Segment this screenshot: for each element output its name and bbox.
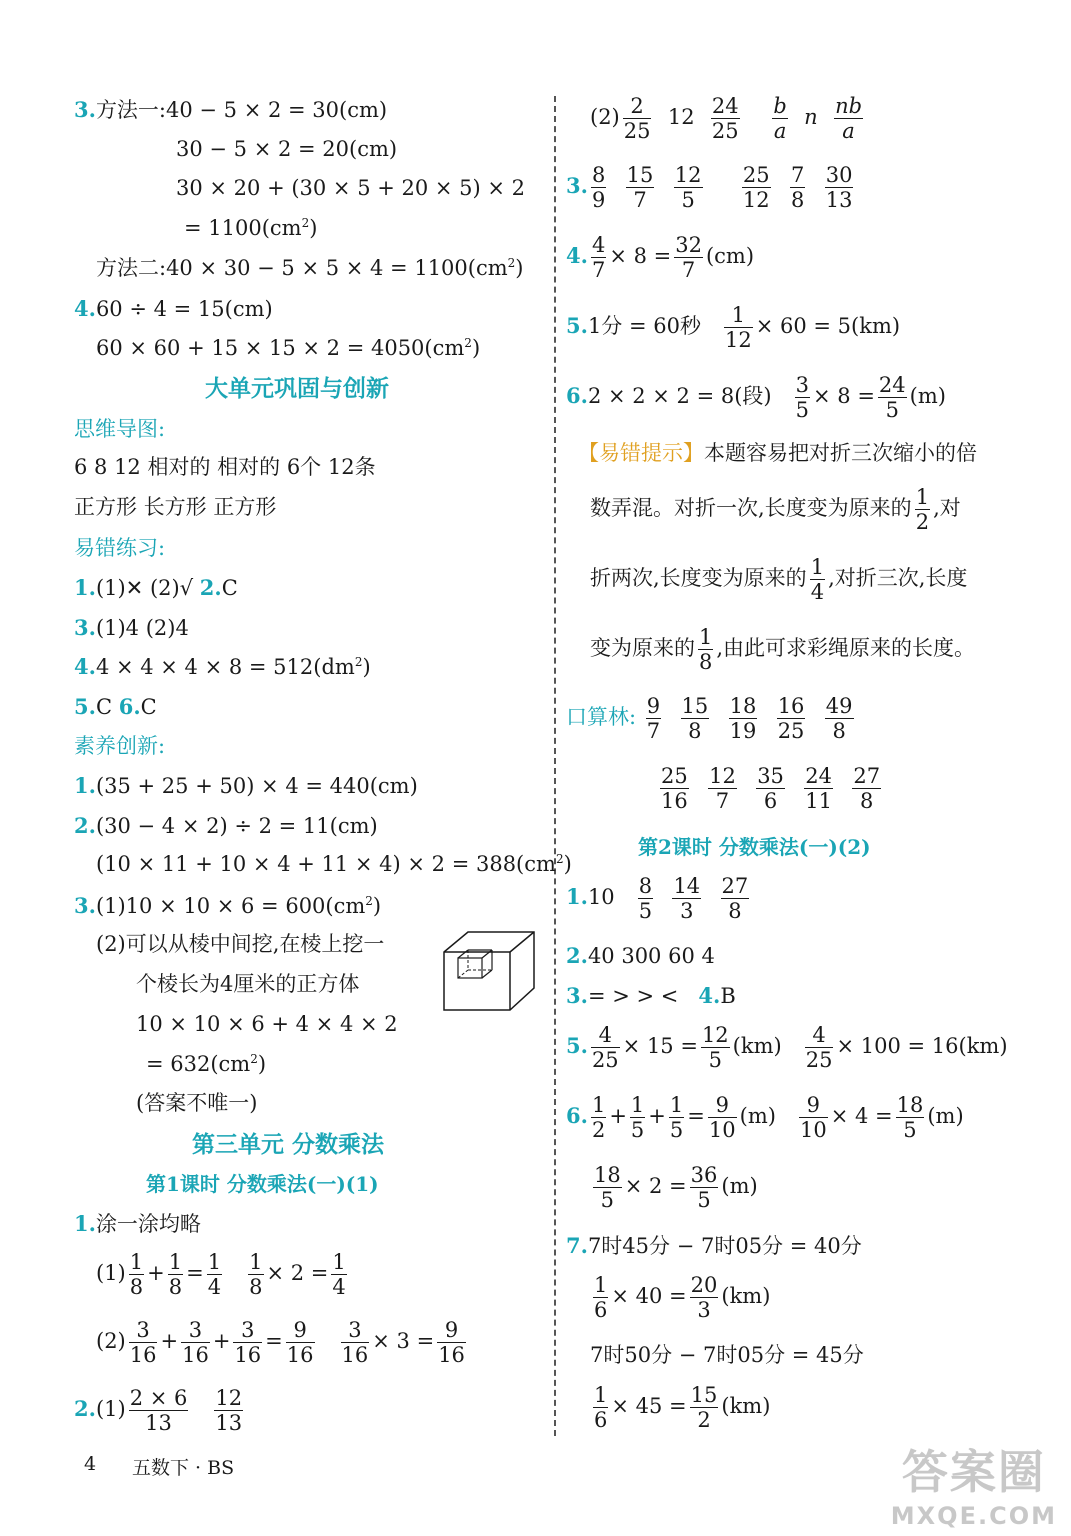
b-q1: 1.10 $\frac{8}{5}$ $\frac{14}{3}$ $\frac{27}{8}$ — [566, 874, 749, 924]
mind-map-label: 思维导图: — [74, 417, 166, 441]
literacy-q3b-5: (答案不唯一) — [136, 1091, 258, 1115]
r-q3-fractions: 3. $\frac{8}{9}$ $\frac{15}{7}$ $\frac{12}{5}$ $\frac{25}{12}$ $\frac{7}{8}$ $\frac{30}{13}$ — [566, 163, 853, 213]
b-q7d: $\frac{1}{6}$ × 45 = $\frac{15}{2}$ (km) — [594, 1383, 771, 1433]
watermark-text: 答案圈 — [901, 1445, 1046, 1499]
literacy-q2: 2.(30 − 4 × 2) ÷ 2 = 11(cm) — [74, 813, 378, 838]
lesson1-q1-part2: (2) $\frac{3}{16}$ + $\frac{3}{16}$ + $\frac{3}{16}$ = $\frac{9}{16}$ $\frac{3}{16}$ × 3 = $\frac{9}{16}$ — [96, 1318, 465, 1368]
r-q5: 5.1分 = 60秒 $\frac{1}{12}$ × 60 = 5(km) — [566, 303, 901, 353]
watermark-logo — [891, 1436, 1057, 1530]
b-q7c: 7时50分 − 7时05分 = 45分 — [590, 1343, 864, 1367]
oral-calc-row2: $\frac{25}{16}$ $\frac{12}{7}$ $\frac{35}{6}$ $\frac{24}{11}$ $\frac{27}{8}$ — [661, 764, 881, 814]
column-divider — [554, 96, 556, 1436]
tip-line4: 变为原来的 $\frac{1}{8}$ ,由此可求彩绳原来的长度。 — [590, 625, 976, 675]
literacy-q1: 1.(35 + 25 + 50) × 4 = 440(cm) — [74, 773, 418, 798]
q3-method1-line4: = $1100(cm^2)$ — [184, 216, 318, 240]
b-q6b: $\frac{18}{5}$ × 2 = $\frac{36}{5}$ (m) — [594, 1163, 758, 1213]
q3-method1-line3: 30 × 20 + (30 × 5 + 20 × 5) × 2 — [176, 176, 526, 200]
literacy-q3b-3: 10 × 10 × 6 + 4 × 4 × 2 — [136, 1012, 398, 1036]
tip-line2: 数弄混。对折一次,长度变为原来的 $\frac{1}{2}$ ,对 — [590, 485, 961, 535]
error-q4: $4.4 \times 4 \times 4 \times 8 = 512(dm^2)$ — [74, 654, 371, 679]
watermark-url: MXQE.COM — [890, 1502, 1057, 1530]
q3-method1-line2: 30 − 5 × 2 = 20(cm) — [176, 137, 398, 161]
q3-method2: 方法二:40 × $30 - 5 \times 5 \times 4 = 1100(cm^2)$ — [96, 256, 524, 280]
lesson1-q1-part1: (1) $\frac{1}{8}$ + $\frac{1}{8}$ = $\frac{1}{4}$ $\frac{1}{8}$ × 2 = $\frac{1}{4}$ — [96, 1250, 346, 1300]
mind-map-answers-1: 6 8 12 相对的 相对的 6个 12条 — [74, 455, 376, 479]
book-code: 五数下 · BS — [132, 1457, 235, 1479]
lesson2-title: 第2课时 分数乘法(一)(2) — [638, 835, 871, 859]
literacy-q3b-4: = $632(cm^2)$ — [146, 1052, 267, 1076]
literacy-q3b-1: (2)可以从棱中间挖,在棱上挖一 — [96, 932, 385, 956]
tip-line3: 折两次,长度变为原来的 $\frac{1}{4}$ ,对折三次,长度 — [590, 555, 968, 605]
r-q2-fractions: (2) $\frac{2}{25}$ 12 $\frac{24}{25}$ $\frac{b}{a}$ n $\frac{nb}{a}$ — [590, 94, 863, 144]
lesson1-title: 第1课时 分数乘法(一)(1) — [146, 1172, 379, 1196]
mind-map-answers-2: 正方形 长方形 正方形 — [74, 495, 277, 519]
error-q3: 3.(1)4 (2)4 — [74, 615, 189, 640]
r-q6: 6.2 × 2 × 2 = 8(段) $\frac{3}{5}$ × 8 = $\frac{24}{5}$ (m) — [566, 373, 946, 423]
error-q5-q6: 5.C 6.C — [74, 694, 157, 719]
tip-line1: 【易错提示】本题容易把对折三次缩小的倍 — [578, 441, 977, 465]
literacy-innovation-label: 素养创新: — [74, 734, 166, 758]
literacy-q2b: $(10 \times 11 + 10 \times 4 + 11 \times 4) \times 2 = 388(cm^2)$ — [96, 852, 572, 876]
r-q4: 4. $\frac{4}{7}$ × 8 = $\frac{32}{7}$ (cm) — [566, 233, 755, 283]
b-q2: 2.40 300 60 4 — [566, 943, 715, 968]
b-q3-q4: 3.= > > < 4.B — [566, 983, 736, 1008]
unit-review-title: 大单元巩固与创新 — [205, 375, 389, 402]
oral-calc-row1: 口算林: $\frac{9}{7}$ $\frac{15}{8}$ $\frac{18}{19}$ $\frac{16}{25}$ $\frac{49}{8}$ — [566, 694, 853, 744]
q3-method1-line1: 3.方法一:40 − 5 × 2 = 30(cm) — [74, 97, 388, 122]
error-q1-q2: 1.(1)✕ (2)√ 2.C — [74, 575, 238, 600]
literacy-q3b-2: 个棱长为4厘米的正方体 — [136, 972, 360, 996]
q4-line2: $60 \times 60 + 15 \times 15 \times 2 = 4050(cm^2)$ — [96, 336, 481, 360]
b-q5: 5. $\frac{4}{25}$ × 15 = $\frac{12}{5}$ (km) $\frac{4}{25}$ × 100 = 16(km) — [566, 1023, 1008, 1073]
b-q6: 6. $\frac{1}{2}$ + $\frac{1}{5}$ + $\frac{1}{5}$ = $\frac{9}{10}$ (m) $\frac{9}{10}$ × 4 = $\frac{18}{5}$ (m) — [566, 1093, 964, 1143]
lesson1-q1: 1.涂一涂均略 — [74, 1211, 201, 1236]
b-q7b: $\frac{1}{6}$ × 40 = $\frac{20}{3}$ (km) — [594, 1273, 771, 1323]
error-practice-label: 易错练习: — [74, 536, 166, 560]
page-number: 4 — [84, 1453, 97, 1475]
b-q7: 7.7时45分 − 7时05分 = 40分 — [566, 1233, 862, 1258]
chapter3-title: 第三单元 分数乘法 — [192, 1131, 385, 1158]
literacy-q3: $3.(1)10 \times 10 \times 6 = 600(cm^2)$ — [74, 893, 382, 918]
cube-diagram — [440, 928, 538, 1014]
q4-line1: 4.60 ÷ 4 = 15(cm) — [74, 296, 273, 321]
lesson1-q2: 2.(1) $\frac{2 \times 6}{13}$ $\frac{12}{13}$ — [74, 1386, 243, 1436]
